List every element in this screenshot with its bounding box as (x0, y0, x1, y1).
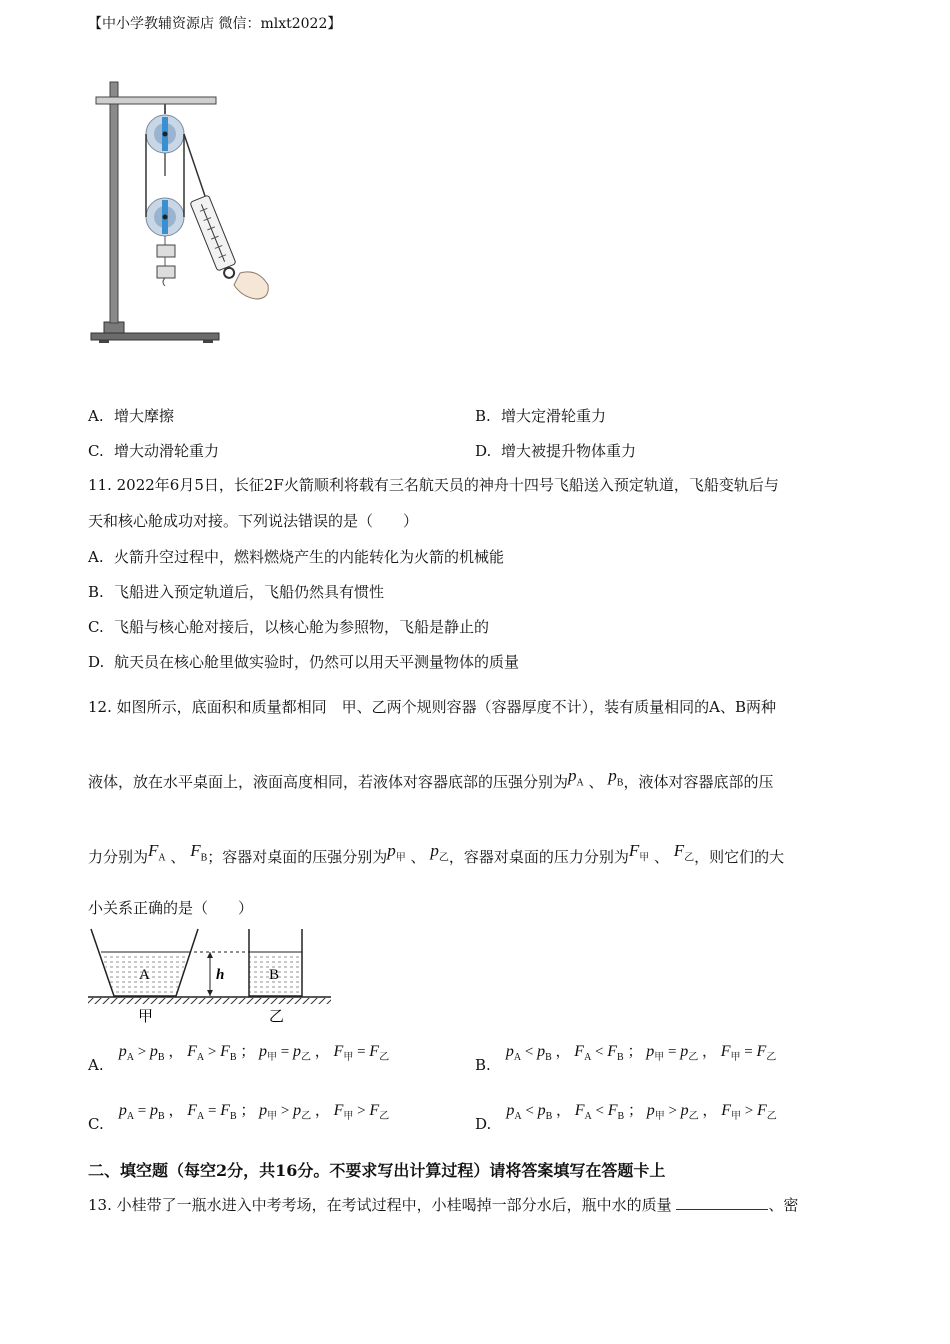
q10-option-d: 增大被提升物体重力 (501, 442, 637, 460)
container-yi-label: 乙 (269, 1007, 285, 1025)
height-label: h (216, 967, 225, 983)
q12-option-c: C. $p_A = p_B$ ， $F_A = F_B$ ； $p_甲 > p_乙$ ， $F_甲 > F_乙$ (88, 1102, 390, 1133)
containers-figure (86, 925, 336, 1025)
q13-answer-blank[interactable] (676, 1195, 768, 1210)
q12-option-b: B. $p_A < p_B$ ， $F_A < F_B$ ； $p_甲 = p_乙$ ， $F_甲 = F_乙$ (475, 1043, 777, 1074)
q10-option-c: 增大动滑轮重力 (114, 442, 220, 460)
q12-stem-line2: 液体，放在水平桌面上，液面高度相同，若液体对容器底部的压强分别为$p_A$ 、 $p_B$，液体对容器底部的压 (88, 766, 774, 791)
q11-stem-line1: 11. 2022年6月5日，长征2F火箭顺利将载有三名航天员的神舟十四号飞船送入预定轨道，飞船变轨后与 (88, 476, 779, 494)
q11-option-a: 火箭升空过程中，燃料燃烧产生的内能转化为火箭的机械能 (114, 548, 505, 566)
q12-stem-line3: 力分别为$F_A$ 、 $F_B$；容器对桌面的压强分别为$p_甲$ 、 $p_乙$，容器对桌面的压力分别为$F_甲$ 、 $F_乙$，则它们的大 (88, 841, 785, 866)
liquid-b-label: B (269, 967, 280, 983)
section-2-heading: 二、填空题（每空2分，共16分。不要求写出计算过程）请将答案填写在答题卡上 (88, 1161, 666, 1180)
container-jia-label: 甲 (138, 1007, 154, 1025)
liquid-a-label: A (139, 967, 150, 983)
q11-stem-line2: 天和核心舱成功对接。下列说法错误的是（ ） (88, 512, 419, 530)
q11-option-b: 飞船进入预定轨道后，飞船仍然具有惯性 (114, 583, 385, 601)
q12-stem-line1: 12. 如图所示，底面积和质量都相同 甲、乙两个规则容器（容器厚度不计），装有质量相同的A、B两种 (88, 698, 776, 716)
q12-stem-line4: 小关系正确的是（ ） (88, 899, 254, 917)
q13-stem: 13. 小桂带了一瓶水进入中考考场，在考试过程中，小桂喝掉一部分水后，瓶中水的质量 、密 (88, 1196, 799, 1214)
page-header: 【中小学教辅资源店 微信：mlxt2022】 (88, 16, 342, 32)
q10-option-b: 增大定滑轮重力 (501, 407, 607, 425)
q12-option-d: D. $p_A < p_B$ ， $F_A < F_B$ ； $p_甲 > p_乙$ ， $F_甲 > F_乙$ (475, 1102, 777, 1133)
q11-option-c: 飞船与核心舱对接后，以核心舱为参照物，飞船是静止的 (114, 618, 490, 636)
q10-option-a: 增大摩擦 (114, 407, 175, 425)
q11-option-d: 航天员在核心舱里做实验时，仍然可以用天平测量物体的质量 (114, 653, 520, 671)
pulley-system-figure (85, 78, 285, 343)
q12-option-a: A. $p_A > p_B$ ， $F_A > F_B$ ； $p_甲 = p_乙$ ， $F_甲 = F_乙$ (88, 1043, 390, 1074)
